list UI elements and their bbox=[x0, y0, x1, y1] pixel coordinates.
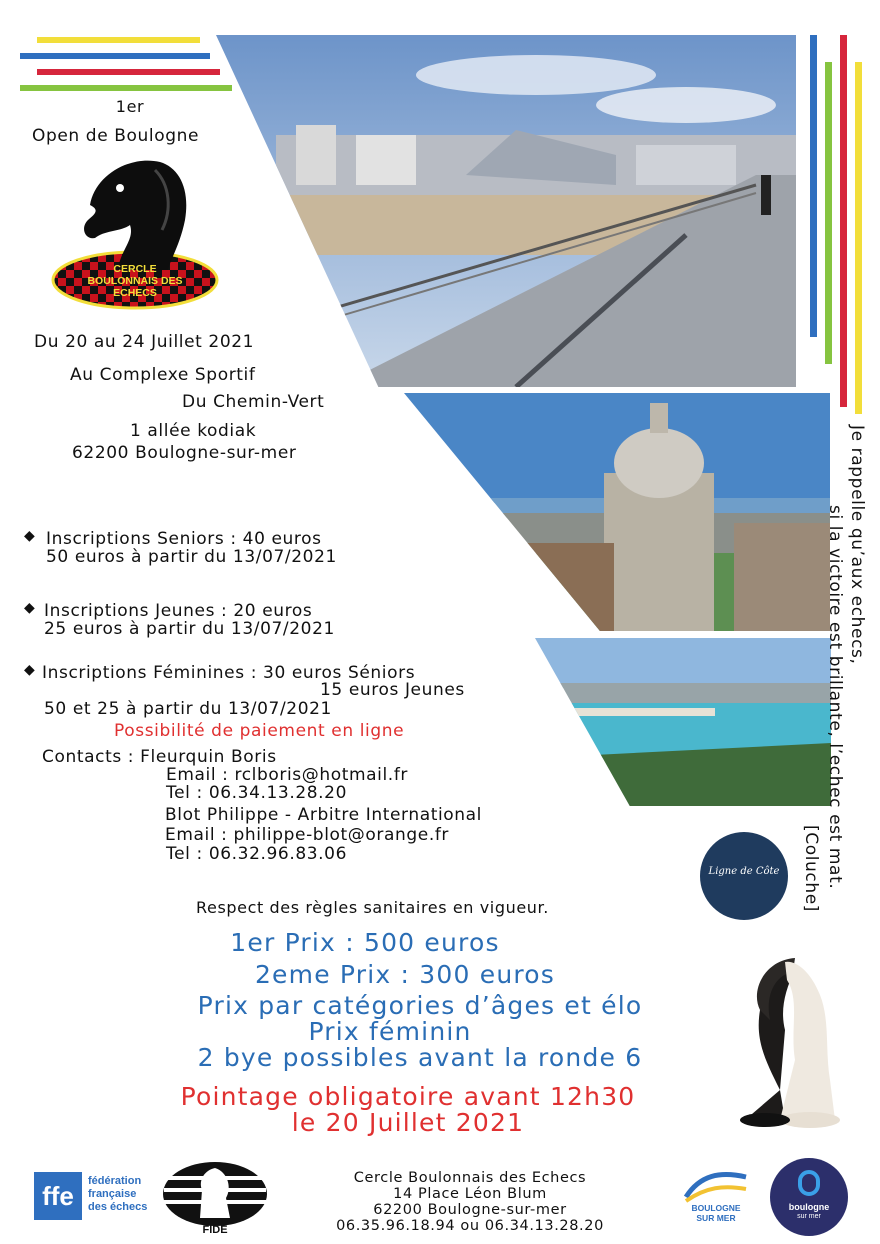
prize-categories: Prix par catégories d’âges et élo bbox=[197, 991, 643, 1020]
ffe-logo bbox=[34, 1172, 164, 1222]
boulogne-logo-1-line2: SUR MER bbox=[696, 1213, 736, 1223]
contact-name-2: Blot Philippe - Arbitre International bbox=[165, 805, 483, 825]
contacts-label: Contacts : Fleurquin Boris bbox=[42, 747, 277, 767]
deco-vbar-blue bbox=[810, 35, 817, 337]
club-city: 62200 Boulogne-sur-mer bbox=[373, 1202, 567, 1218]
address-line2: 62200 Boulogne-sur-mer bbox=[72, 443, 297, 463]
fide-logo bbox=[160, 1158, 270, 1238]
boulogne-logo-2-line1: boulogne bbox=[788, 1202, 830, 1212]
contact-tel-2: Tel : 06.32.96.83.06 bbox=[166, 844, 347, 864]
club-street: 14 Place Léon Blum bbox=[393, 1186, 547, 1202]
address-line1: 1 allée kodiak bbox=[130, 421, 257, 441]
prize-bye: 2 bye possibles avant la ronde 6 bbox=[197, 1043, 643, 1072]
boulogne-logo-2 bbox=[770, 1158, 848, 1236]
club-logo-line3: ECHECS bbox=[113, 287, 157, 299]
boulogne-logo-2-line2: sur mer bbox=[797, 1213, 821, 1220]
ffe-name-line1: fédération bbox=[88, 1175, 142, 1187]
chess-pieces-image bbox=[725, 950, 845, 1130]
bullet-icon: ◆ bbox=[24, 528, 36, 544]
event-dates: Du 20 au 24 Juillet 2021 bbox=[34, 332, 255, 352]
ligne-de-cote-badge bbox=[700, 832, 788, 920]
bullet-icon: ◆ bbox=[24, 600, 36, 616]
ffe-name-line2: française bbox=[88, 1188, 137, 1200]
badge-text: Ligne de Côte bbox=[708, 866, 780, 877]
ffe-name bbox=[88, 1175, 147, 1214]
women-fee-seniors: Inscriptions Féminines : 30 euros Séniors bbox=[42, 663, 416, 683]
deco-vbar-green bbox=[825, 62, 832, 364]
seniors-late-fee: 50 euros à partir du 13/07/2021 bbox=[46, 547, 337, 567]
deco-vbar-yellow bbox=[855, 62, 862, 414]
women-fee-juniors: 15 euros Jeunes bbox=[320, 680, 465, 700]
seniors-fee: Inscriptions Seniors : 40 euros bbox=[46, 529, 322, 549]
contact-email-1: Email : rclboris@hotmail.fr bbox=[166, 765, 408, 785]
boulogne-logo-1 bbox=[680, 1165, 752, 1229]
prize-second: 2eme Prix : 300 euros bbox=[254, 960, 556, 989]
venue-line1: Au Complexe Sportif bbox=[70, 365, 256, 385]
venue-line2: Du Chemin-Vert bbox=[182, 392, 325, 412]
quote-line2: si la victoire est brillante, l’echec est mat. bbox=[825, 505, 845, 890]
club-logo-text bbox=[50, 263, 220, 299]
online-payment: Possibilité de paiement en ligne bbox=[114, 721, 405, 741]
club-address bbox=[300, 1170, 640, 1234]
club-logo-line2: BOULONNAIS DES bbox=[87, 275, 183, 287]
ffe-name-line3: des échecs bbox=[88, 1201, 148, 1213]
boulogne-logo-1-line1: BOULOGNE bbox=[691, 1203, 741, 1213]
ffe-letters: ffe bbox=[34, 1172, 82, 1220]
bullet-icon: ◆ bbox=[24, 662, 36, 678]
fide-label: FIDE bbox=[202, 1224, 228, 1236]
checkin-line1: Pointage obligatoire avant 12h30 bbox=[180, 1082, 636, 1111]
contact-email-2: Email : philippe-blot@orange.fr bbox=[165, 825, 450, 845]
quote-line1: Je rappelle qu’aux echecs, bbox=[847, 425, 867, 665]
quote-block bbox=[801, 425, 872, 985]
deco-bar-yellow bbox=[37, 37, 200, 43]
juniors-fee: Inscriptions Jeunes : 20 euros bbox=[44, 601, 313, 621]
photo-basilica bbox=[404, 393, 830, 631]
deco-bar-green bbox=[20, 85, 232, 91]
b-icon bbox=[798, 1170, 820, 1196]
photo-coast bbox=[535, 638, 831, 806]
women-late-fee: 50 et 25 à partir du 13/07/2021 bbox=[44, 699, 332, 719]
boulogne-logo-1-text bbox=[680, 1203, 752, 1223]
contact-tel-1: Tel : 06.34.13.28.20 bbox=[166, 783, 347, 803]
prize-women: Prix féminin bbox=[308, 1017, 472, 1046]
club-name: Cercle Boulonnais des Echecs bbox=[353, 1170, 587, 1186]
photo-boardwalk bbox=[216, 35, 796, 387]
club-logo bbox=[50, 150, 220, 320]
edition-label: 1er bbox=[115, 97, 145, 116]
deco-bar-blue bbox=[20, 53, 210, 59]
club-logo-line1: CERCLE bbox=[113, 263, 157, 275]
quote-author: [Coluche] bbox=[801, 825, 821, 913]
prize-first: 1er Prix : 500 euros bbox=[230, 928, 500, 957]
deco-bar-red bbox=[37, 69, 220, 75]
checkin-line2: le 20 Juillet 2021 bbox=[291, 1108, 525, 1137]
club-phones: 06.35.96.18.94 ou 06.34.13.28.20 bbox=[336, 1218, 604, 1234]
tournament-title: Open de Boulogne bbox=[32, 126, 200, 146]
boulogne-logo-2-text bbox=[770, 1202, 848, 1222]
juniors-late-fee: 25 euros à partir du 13/07/2021 bbox=[44, 619, 335, 639]
deco-vbar-red bbox=[840, 35, 847, 407]
sanitary-note: Respect des règles sanitaires en vigueur. bbox=[196, 898, 549, 917]
